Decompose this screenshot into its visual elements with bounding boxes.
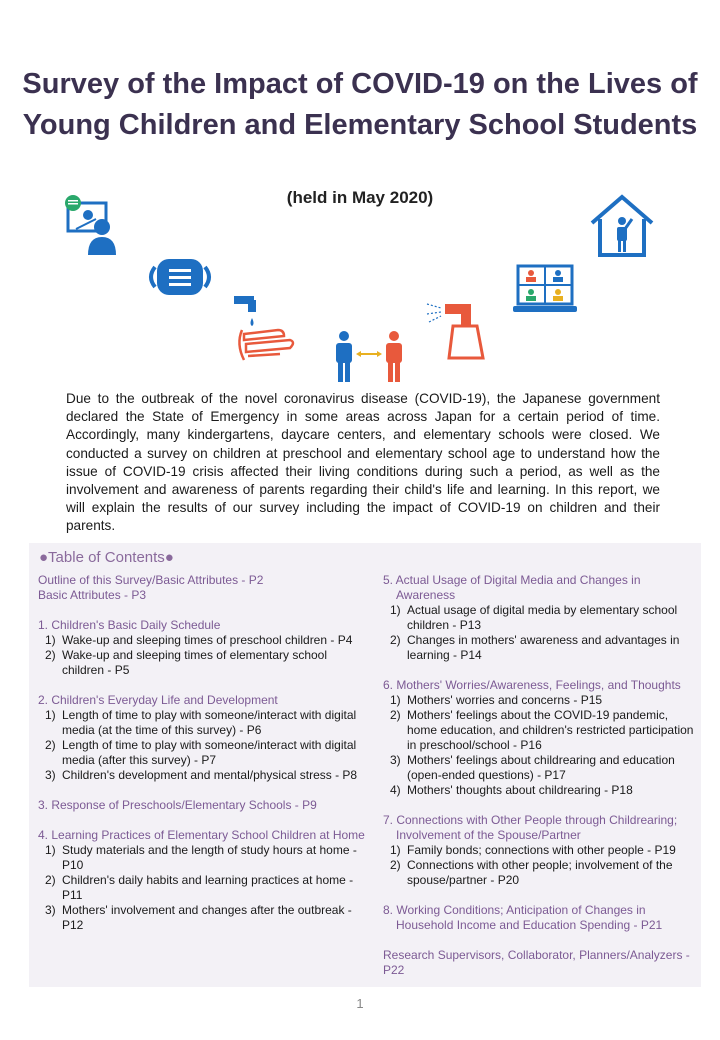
toc-item-1-1[interactable] [38, 633, 368, 648]
toc-item-2-1[interactable] [38, 708, 368, 738]
toc-item-number: 3) [45, 768, 56, 782]
toc-item-text: Connections with other people; involvement of the spouse/partner - P20 [407, 858, 673, 887]
video-call-icon [513, 264, 577, 314]
toc-item-number: 1) [390, 843, 401, 857]
toc-entry-research[interactable]: Research Supervisors, Collaborator, Planners/Analyzers - P22 [383, 948, 690, 977]
toc-item-text: Mothers' worries and concerns - P15 [407, 693, 603, 707]
toc-section-5[interactable]: 5. Actual Usage of Digital Media and Changes in Awareness [383, 573, 641, 602]
toc-item-6-3[interactable] [383, 753, 701, 783]
toc-item-text: Children's daily habits and learning practices at home - P11 [62, 873, 354, 902]
toc-item-2-2[interactable] [38, 738, 368, 768]
table-of-contents [29, 543, 701, 987]
toc-item-5-2[interactable] [383, 633, 701, 663]
toc-item-4-2[interactable] [38, 873, 368, 903]
toc-item-text: Changes in mothers' awareness and advantages in learning - P14 [407, 633, 680, 662]
toc-item-1-2[interactable] [38, 648, 368, 678]
toc-section-3[interactable]: 3. Response of Preschools/Elementary Schools - P9 [38, 798, 317, 812]
toc-item-number: 1) [390, 693, 401, 707]
toc-right-column [383, 573, 701, 978]
toc-item-number: 1) [45, 843, 56, 857]
toc-section-1[interactable]: 1. Children's Basic Daily Schedule [38, 618, 221, 632]
toc-item-number: 2) [390, 858, 401, 872]
toc-item-6-4[interactable] [383, 783, 701, 798]
toc-item-text: Children's development and mental/physical stress - P8 [62, 768, 358, 782]
toc-item-4-1[interactable] [38, 843, 368, 873]
toc-item-number: 1) [45, 708, 56, 722]
toc-item-text: Mothers' feelings about the COVID-19 pandemic, home education, and children's restricted participation in preschool/school - P16 [407, 708, 694, 752]
toc-item-number: 3) [45, 903, 56, 917]
toc-section-4[interactable]: 4. Learning Practices of Elementary School Children at Home [38, 828, 365, 842]
toc-heading: ●Table of Contents● [39, 549, 174, 566]
document-title: Survey of the Impact of COVID-19 on the Lives of Young Children and Elementary School Students [22, 68, 698, 141]
stay-home-icon [588, 193, 656, 259]
toc-section-2[interactable]: 2. Children's Everyday Life and Development [38, 693, 278, 707]
toc-item-text: Wake-up and sleeping times of preschool children - P4 [62, 633, 353, 647]
toc-item-number: 2) [390, 633, 401, 647]
toc-entry-basic-attributes[interactable]: Basic Attributes - P3 [38, 588, 147, 602]
toc-item-text: Length of time to play with someone/interact with digital media (after this survey) - P7 [62, 738, 357, 767]
handwashing-icon [232, 294, 300, 366]
toc-item-text: Study materials and the length of study hours at home - P10 [62, 843, 357, 872]
toc-item-6-2[interactable] [383, 708, 701, 753]
page-number: 1 [356, 996, 364, 1011]
toc-item-text: Length of time to play with someone/interact with digital media (at the time of this survey) - P6 [62, 708, 357, 737]
toc-section-8[interactable]: 8. Working Conditions; Anticipation of Changes in Household Income and Education Spending - P21 [383, 903, 663, 932]
document-subtitle: (held in May 2020) [286, 188, 434, 207]
toc-item-text: Family bonds; connections with other people - P19 [407, 843, 676, 857]
toc-item-5-1[interactable] [383, 603, 701, 633]
toc-item-7-1[interactable] [383, 843, 701, 858]
toc-item-number: 2) [390, 708, 401, 722]
social-distance-icon [332, 330, 406, 384]
toc-item-text: Mothers' feelings about childrearing and education (open-ended questions) - P17 [407, 753, 675, 782]
face-mask-icon [145, 255, 215, 299]
toc-item-number: 2) [45, 738, 56, 752]
toc-item-6-1[interactable] [383, 693, 701, 708]
toc-item-text: Mothers' involvement and changes after the outbreak - P12 [62, 903, 352, 932]
toc-item-text: Actual usage of digital media by elementary school children - P13 [407, 603, 678, 632]
toc-item-number: 3) [390, 753, 401, 767]
intro-paragraph: Due to the outbreak of the novel coronavirus disease (COVID-19), the Japanese government declared the State of Emergency in some areas across Japan for a certain period of time. Accordingly, many kindergartens, daycare centers, and elementary schools were closed. We conducted a survey on children at preschool and elementary school age to understand how the issue of COVID-19 crisis affected their living conditions during such a period, as well as the involvement and awareness of parents regarding their child's life and learning. In this report, we will explain the results of our survey including the impact of COVID-19 on children and their parents. [66, 391, 660, 534]
toc-item-number: 1) [45, 633, 56, 647]
toc-entry-outline[interactable]: Outline of this Survey/Basic Attributes - P2 [38, 573, 264, 587]
toc-item-text: Wake-up and sleeping times of elementary school children - P5 [62, 648, 328, 677]
toc-item-number: 2) [45, 873, 56, 887]
toc-item-number: 1) [390, 603, 401, 617]
toc-item-2-3[interactable] [38, 768, 368, 783]
toc-left-column [38, 573, 368, 933]
online-lesson-icon [60, 195, 124, 257]
toc-item-7-2[interactable] [383, 858, 701, 888]
toc-item-number: 2) [45, 648, 56, 662]
toc-item-text: Mothers' thoughts about childrearing - P18 [407, 783, 633, 797]
spray-bottle-icon [425, 296, 487, 364]
toc-item-4-3[interactable] [38, 903, 368, 933]
toc-section-6[interactable]: 6. Mothers' Worries/Awareness, Feelings, and Thoughts [383, 678, 681, 692]
toc-item-number: 4) [390, 783, 401, 797]
toc-section-7[interactable]: 7. Connections with Other People through Childrearing; Involvement of the Spouse/Partner [383, 813, 678, 842]
